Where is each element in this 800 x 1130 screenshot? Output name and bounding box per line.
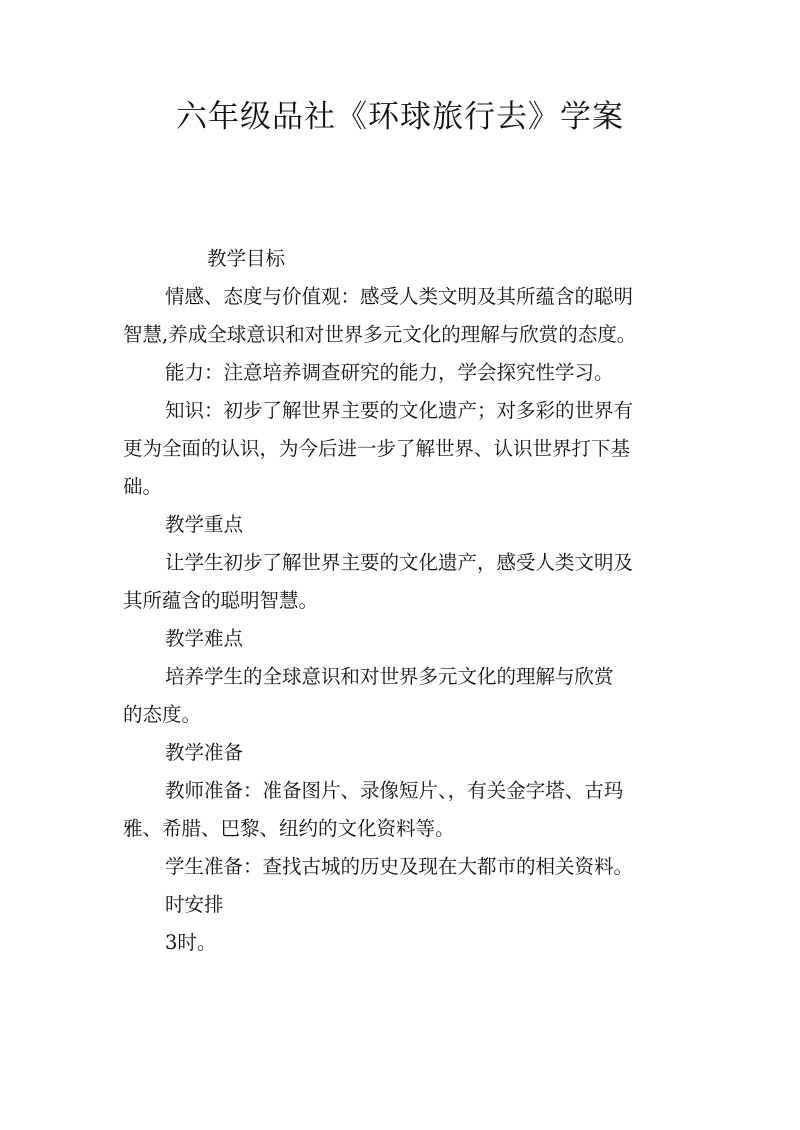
paragraph-line: 教师准备：准备图片、录像短片、，有关金字塔、古玛 [165, 779, 624, 802]
paragraph-line: 更为全面的认识，为今后进一步了解世界、认识世界打下基 [123, 437, 631, 460]
section-heading-schedule: 时安排 [165, 893, 224, 916]
section-heading-key-points: 教学重点 [165, 513, 244, 536]
section-heading-preparation: 教学准备 [165, 741, 244, 764]
paragraph-line: 让学生初步了解世界主要的文化遗产，感受人类文明及 [165, 551, 634, 574]
paragraph-line: 情感、态度与价值观：感受人类文明及其所蕴含的聪明 [165, 285, 634, 308]
paragraph-line: 培养学生的全球意识和对世界多元文化的理解与欣赏 [165, 665, 614, 688]
paragraph-line: 能力：注意培养调查研究的能力，学会探究性学习。 [165, 361, 614, 384]
section-heading-objectives: 教学目标 [207, 247, 286, 270]
paragraph-line: 的态度。 [123, 703, 202, 726]
paragraph-line: 学生准备：查找古城的历史及现在大都市的相关资料。 [165, 855, 634, 878]
paragraph-line: 智慧,养成全球意识和对世界多元文化的理解与欣赏的态度。 [123, 323, 637, 346]
paragraph-line: 3时。 [165, 931, 217, 954]
paragraph-line: 其所蕴含的聪明智慧。 [123, 589, 319, 612]
section-heading-difficulties: 教学难点 [165, 627, 244, 650]
paragraph-line: 雅、希腊、巴黎、纽约的文化资料等。 [123, 817, 455, 840]
document-body [123, 240, 689, 962]
paragraph-line: 知识：初步了解世界主要的文化遗产；对多彩的世界有 [165, 399, 634, 422]
paragraph-line: 础。 [123, 475, 163, 498]
page-title: 六年级品社《环球旅行去》学案 [176, 99, 624, 135]
